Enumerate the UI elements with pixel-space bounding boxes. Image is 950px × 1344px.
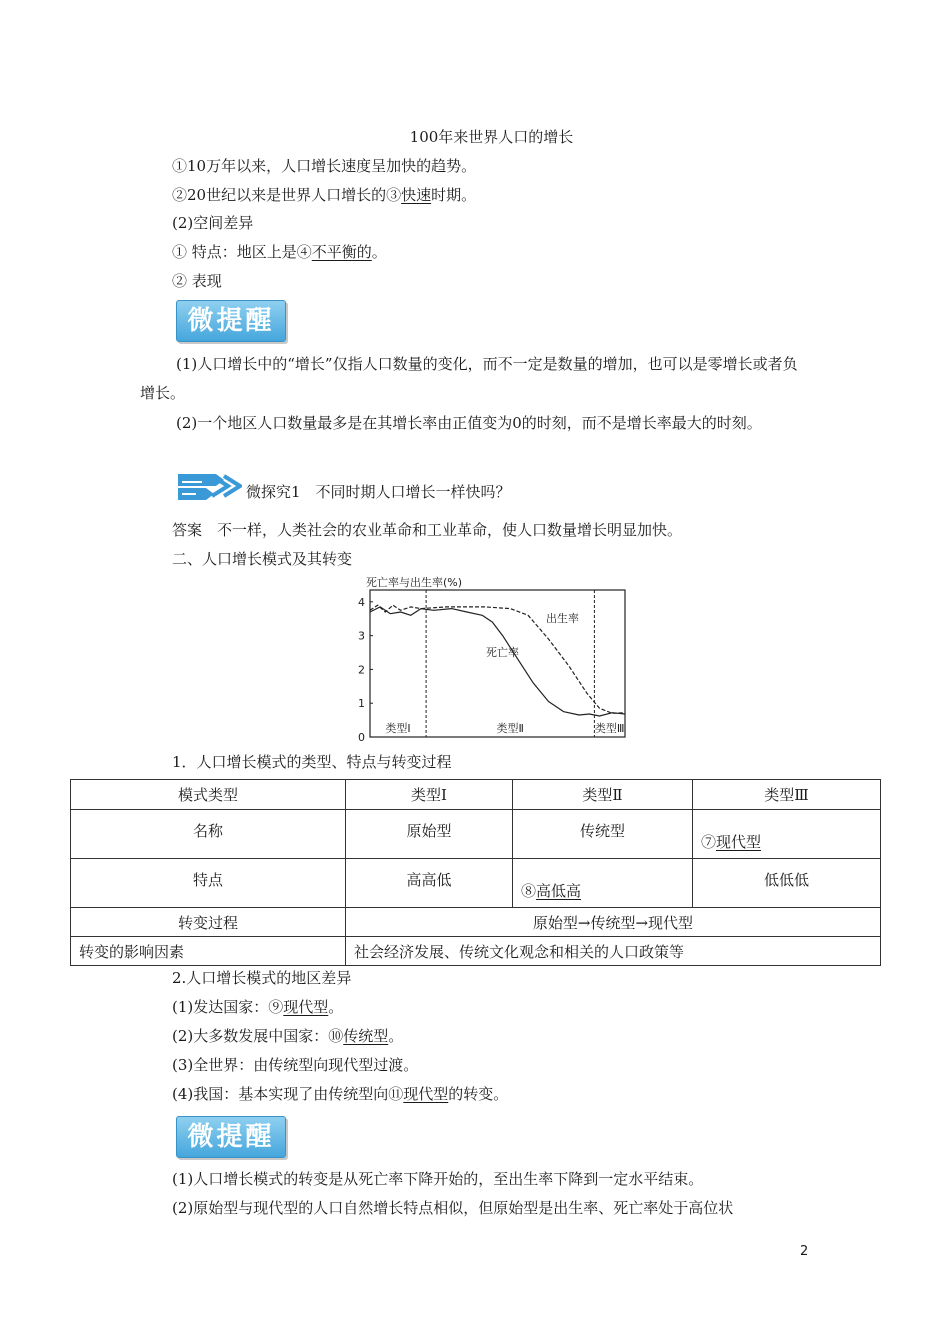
section-heading: 二、人口增长模式及其转变 <box>172 550 353 568</box>
table-header: 类型Ⅰ <box>346 780 513 810</box>
page-number: 2 <box>800 1244 809 1259</box>
tip-badge: 微提醒 <box>176 1116 286 1158</box>
table-header: 类型Ⅲ <box>693 780 881 810</box>
fill-answer: 现代型 <box>283 998 329 1016</box>
table-header: 模式类型 <box>71 780 346 810</box>
fill-answer: 高低高 <box>536 882 582 900</box>
birth-rate-line <box>370 605 625 713</box>
tip-paragraph: (1)人口增长模式的转变是从死亡率下降开始的，至出生率下降到一定水平结束。 <box>172 1170 704 1188</box>
death-rate-line <box>370 607 625 716</box>
list-heading: 2.人口增长模式的地区差异 <box>172 969 352 987</box>
fill-suffix: 。 <box>328 998 344 1016</box>
fill-answer: 现代型 <box>403 1085 449 1103</box>
text-line <box>172 1026 403 1046</box>
text-line <box>172 185 476 205</box>
fill-prefix: (4)我国：基本实现了由传统型向⑪ <box>172 1085 404 1103</box>
series-label-birth-rate: 出生率 <box>546 612 579 625</box>
fill-answer: 传统型 <box>343 1027 389 1045</box>
text-line <box>172 997 343 1017</box>
y-tick-label: 1 <box>358 697 365 711</box>
fill-suffix: 时期。 <box>431 186 477 204</box>
explore-question: 微探究1 不同时期人口增长一样快吗？ <box>246 483 511 501</box>
plot-frame <box>370 590 625 737</box>
text-line: (2)空间差异 <box>172 214 254 232</box>
text-line: ② 表现 <box>172 272 222 290</box>
y-tick-label: 0 <box>358 731 365 744</box>
table-cell <box>693 810 881 859</box>
table-cell: 名称 <box>71 810 346 859</box>
y-tick-label: 2 <box>358 663 365 677</box>
fill-suffix: 。 <box>371 243 387 261</box>
y-axis-label: 死亡率与出生率(%) <box>366 576 463 589</box>
text-line: (3)全世界：由传统型向现代型过渡。 <box>172 1056 419 1074</box>
table-cell: 社会经济发展、传统文化观念和相关的人口政策等 <box>346 937 881 966</box>
fill-prefix: (2)大多数发展中国家：⑩ <box>172 1027 344 1045</box>
y-tick-label: 3 <box>358 629 365 643</box>
table-cell: 原始型 <box>346 810 513 859</box>
fill-prefix: ① 特点：地区上是④ <box>172 243 312 261</box>
table-cell: 特点 <box>71 859 346 908</box>
fill-prefix: (1)发达国家：⑨ <box>172 998 284 1016</box>
table-row <box>71 908 881 937</box>
table-cell: 原始型→传统型→现代型 <box>346 908 881 937</box>
list-heading: 1．人口增长模式的类型、特点与转变过程 <box>172 753 452 771</box>
tip-paragraph: (2)原始型与现代型的人口自然增长特点相似，但原始型是出生率、死亡率处于高位状 <box>172 1199 734 1217</box>
table-header: 类型Ⅱ <box>513 780 693 810</box>
text-line <box>172 1084 508 1104</box>
fill-prefix: ②20世纪以来是世界人口增长的③ <box>172 186 402 204</box>
table-cell: 传统型 <box>513 810 693 859</box>
y-tick-label: 4 <box>358 595 365 609</box>
region-label: 类型Ⅱ <box>496 722 524 735</box>
fill-answer: 快速 <box>401 186 432 204</box>
table-cell: 高高低 <box>346 859 513 908</box>
region-label: 类型Ⅰ <box>385 722 411 735</box>
fill-suffix: 。 <box>388 1027 404 1045</box>
demographic-chart <box>350 574 640 748</box>
series-label-death-rate: 死亡率 <box>486 646 519 659</box>
table-row <box>71 937 881 966</box>
text-line <box>172 242 387 262</box>
fill-prefix: ⑦ <box>701 833 717 851</box>
table-row <box>71 859 881 908</box>
fill-prefix: ⑧ <box>521 882 537 900</box>
region-label: 类型Ⅲ <box>594 722 625 735</box>
tip-badge: 微提醒 <box>176 300 286 342</box>
explore-answer: 答案 不一样，人类社会的农业革命和工业革命，使人口数量增长明显加快。 <box>172 521 683 539</box>
tip-paragraph: (2)一个地区人口数量最多是在其增长率由正值变为0的时刻，而不是增长率最大的时刻。 <box>176 414 762 432</box>
fill-suffix: 的转变。 <box>448 1085 509 1103</box>
table-cell: 转变的影响因素 <box>71 937 346 966</box>
table-cell: 转变过程 <box>71 908 346 937</box>
fill-answer: 现代型 <box>716 833 762 851</box>
table-cell <box>513 859 693 908</box>
text-line: ①10万年以来，人口增长速度呈加快的趋势。 <box>172 157 477 175</box>
table-cell: 低低低 <box>693 859 881 908</box>
table-row <box>71 780 881 810</box>
section-title: 100年来世界人口的增长 <box>409 128 574 146</box>
explore-icon <box>176 470 242 506</box>
tip-paragraph: (1)人口增长中的“增长”仅指人口数量的变化，而不一定是数量的增加，也可以是零增长或者负增长。 <box>140 355 798 402</box>
table-row <box>71 810 881 859</box>
fill-answer: 不平衡的 <box>311 243 372 261</box>
mode-table <box>70 779 881 966</box>
